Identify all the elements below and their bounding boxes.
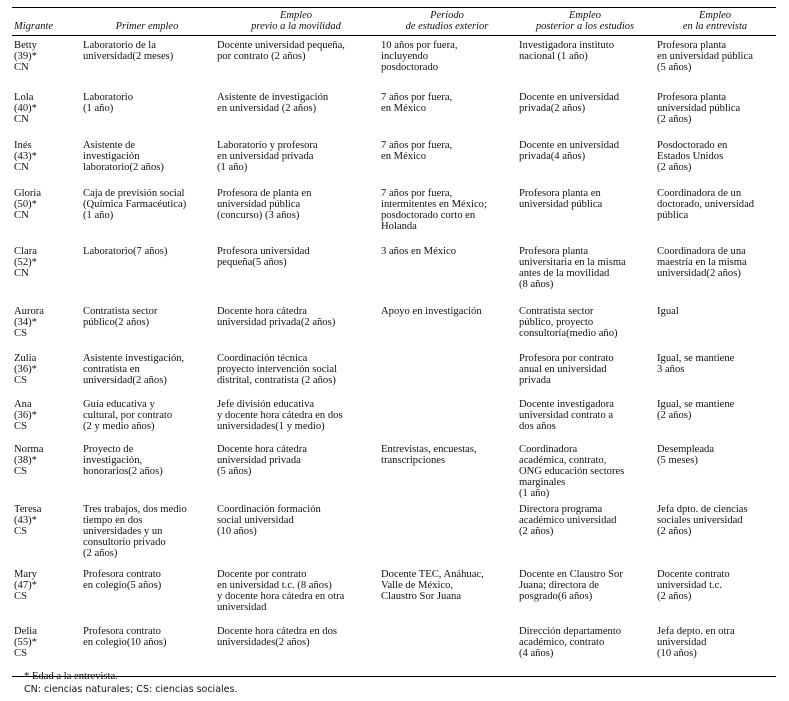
table-row bbox=[12, 504, 776, 569]
header-empleo-entrevista: Empleo en la entrevista bbox=[654, 8, 776, 36]
cell-primer-empleo: Asistente investigación, contratista en universidad(2 años) bbox=[83, 352, 185, 386]
header-primer-empleo: Primer empleo bbox=[80, 8, 214, 36]
table-row bbox=[12, 353, 776, 399]
cell-empleo-previo: Laboratorio y profesora en universidad privada (1 año) bbox=[217, 139, 318, 173]
cell-empleo-entrevista: Igual bbox=[657, 305, 679, 317]
cell-empleo-previo: Coordinación técnica proyecto intervención social distrital, contratista (2 años) bbox=[217, 352, 338, 386]
cell-empleo-previo: Profesora universidad pequeña(5 años) bbox=[217, 245, 310, 268]
cell-periodo-estudios bbox=[378, 353, 516, 399]
cell-empleo-entrevista: Docente contrato universidad t.c. (2 años) bbox=[657, 568, 730, 602]
table-row bbox=[12, 36, 776, 92]
employment-table bbox=[12, 7, 776, 677]
cell-empleo-posterior: Directora programa académico universidad (2 años) bbox=[519, 503, 617, 537]
cell-empleo-entrevista: Jefa depto. en otra universidad (10 años) bbox=[654, 626, 776, 677]
cell-empleo-entrevista: Jefa dpto. de ciencias sociales universidad (2 años) bbox=[657, 503, 748, 537]
cell-empleo-previo: Docente hora cátedra universidad privada(2 años) bbox=[217, 305, 336, 328]
table-row bbox=[12, 246, 776, 306]
table-header bbox=[12, 8, 776, 36]
cell-empleo-posterior: Docente en universidad privada(4 años) bbox=[519, 139, 620, 162]
cell-primer-empleo: Laboratorio (1 año) bbox=[83, 91, 134, 114]
cell-empleo-posterior: Investigadora instituto nacional (1 año) bbox=[519, 40, 615, 62]
cell-empleo-entrevista: Igual, se mantiene 3 años bbox=[657, 352, 735, 375]
header-periodo-estudios: Periodo de estudios exterior bbox=[378, 8, 516, 36]
cell-empleo-entrevista: Coordinadora de un doctorado, universidad pública bbox=[657, 187, 755, 221]
table-body bbox=[12, 36, 776, 677]
cell-empleo-entrevista: Profesora planta en universidad pública (5 años) bbox=[657, 40, 753, 73]
cell-periodo-estudios: Docente TEC, Anáhuac, Valle de México, Claustro Sor Juana bbox=[381, 568, 484, 602]
cell-empleo-entrevista: Igual, se mantiene (2 años) bbox=[657, 398, 735, 421]
table-row bbox=[12, 399, 776, 444]
cell-primer-empleo: Guía educativa y cultural, por contrato (2 y medio años) bbox=[83, 398, 173, 432]
cell-periodo-estudios: 3 años en México bbox=[381, 245, 457, 257]
cell-migrante: Norma (38)* CS bbox=[14, 443, 44, 477]
cell-empleo-entrevista: Desempleada (5 meses) bbox=[657, 443, 715, 466]
cell-empleo-posterior: Docente en Claustro Sor Juana; directora de posgrado(6 años) bbox=[519, 568, 623, 602]
table-notes bbox=[24, 671, 237, 696]
cell-migrante: Betty (39)* CN bbox=[14, 40, 37, 73]
table-container bbox=[12, 7, 776, 677]
cell-primer-empleo: Contratista sector público(2 años) bbox=[83, 305, 158, 328]
cell-migrante: Ana (36)* CS bbox=[14, 398, 37, 432]
cell-periodo-estudios: 10 años por fuera, incluyendo posdoctorado bbox=[381, 40, 458, 73]
cell-empleo-previo: Asistente de investigación en universidad (2 años) bbox=[217, 91, 329, 114]
cell-empleo-posterior: Dirección departamento académico, contrato (4 años) bbox=[516, 626, 654, 677]
cell-empleo-posterior: Docente en universidad privada(2 años) bbox=[519, 91, 620, 114]
header-empleo-previo: Empleo previo a la movilidad bbox=[214, 8, 378, 36]
table-row bbox=[12, 444, 776, 504]
cell-primer-empleo: Asistente de investigación laboratorio(2 años) bbox=[83, 139, 164, 173]
cell-empleo-posterior: Coordinadora académica, contrato, ONG educación sectores marginales (1 año) bbox=[519, 443, 625, 499]
note-abbreviations: CN: ciencias naturales; CS: ciencias sociales. bbox=[24, 683, 238, 695]
cell-empleo-entrevista: Coordinadora de una maestría en la misma universidad(2 años) bbox=[657, 245, 747, 279]
header-empleo-posterior: Empleo posterior a los estudios bbox=[516, 8, 654, 36]
cell-empleo-posterior: Contratista sector público, proyecto consultoría(medio año) bbox=[519, 305, 618, 339]
table-row bbox=[12, 92, 776, 140]
cell-empleo-posterior: Profesora planta universitaria en la misma antes de la movilidad (8 años) bbox=[519, 245, 626, 290]
cell-empleo-previo: Coordinación formación social universidad (10 años) bbox=[217, 503, 321, 537]
cell-periodo-estudios: 7 años por fuera, en México bbox=[381, 139, 453, 162]
cell-empleo-previo: Docente por contrato en universidad t.c. (8 años) y docente hora cátedra en otra universidad bbox=[217, 568, 345, 613]
cell-empleo-previo: Profesora de planta en universidad pública (concurso) (3 años) bbox=[217, 187, 312, 221]
cell-primer-empleo: Tres trabajos, dos medio tiempo en dos universidades y un consultorio privado (2 años) bbox=[83, 503, 187, 559]
cell-migrante: Mary (47)* CS bbox=[14, 568, 37, 602]
cell-empleo-previo: Jefe división educativa y docente hora cátedra en dos universidades(1 y medio) bbox=[217, 398, 343, 432]
cell-periodo-estudios: 7 años por fuera, intermitentes en México; posdoctorado corto en Holanda bbox=[381, 187, 487, 232]
cell-primer-empleo: Laboratorio(7 años) bbox=[83, 245, 168, 257]
table-row bbox=[12, 569, 776, 626]
note-age: * Edad a la entrevista. bbox=[24, 671, 118, 682]
cell-migrante: Delia (55)* CS bbox=[12, 626, 80, 677]
cell-periodo-estudios bbox=[378, 504, 516, 569]
cell-empleo-posterior: Profesora planta en universidad pública bbox=[519, 187, 603, 210]
cell-periodo-estudios bbox=[378, 626, 516, 677]
cell-primer-empleo: Laboratorio de la universidad(2 meses) bbox=[83, 40, 174, 62]
cell-migrante: Zulia (36)* CS bbox=[14, 352, 37, 386]
table-row bbox=[12, 306, 776, 353]
cell-migrante: Aurora (34)* CS bbox=[14, 305, 45, 339]
cell-periodo-estudios bbox=[378, 399, 516, 444]
cell-empleo-entrevista: Posdoctorado en Estados Unidos (2 años) bbox=[657, 139, 728, 173]
cell-primer-empleo: Profesora contrato en colegio(5 años) bbox=[83, 568, 162, 591]
cell-empleo-previo: Docente hora cátedra universidad privada (5 años) bbox=[217, 443, 307, 477]
table-row bbox=[12, 626, 776, 677]
cell-primer-empleo: Caja de previsión social (Química Farmacéutica) (1 año) bbox=[83, 187, 187, 221]
cell-periodo-estudios: 7 años por fuera, en México bbox=[381, 91, 453, 114]
cell-empleo-posterior: Profesora por contrato anual en universidad privada bbox=[519, 352, 614, 386]
table-row bbox=[12, 188, 776, 246]
table-row bbox=[12, 140, 776, 188]
cell-migrante: Lola (40)* CN bbox=[14, 91, 37, 125]
cell-empleo-previo: Docente hora cátedra en dos universidades(2 años) bbox=[214, 626, 378, 677]
cell-primer-empleo: Profesora contrato en colegio(10 años) bbox=[80, 626, 214, 677]
cell-migrante: Gloria (50)* CN bbox=[14, 187, 42, 221]
cell-migrante: Teresa (43)* CS bbox=[14, 503, 42, 537]
cell-periodo-estudios: Apoyo en investigación bbox=[381, 305, 482, 317]
header-migrante: Migrante bbox=[12, 8, 80, 36]
cell-empleo-entrevista: Profesora planta universidad pública (2 años) bbox=[657, 91, 741, 125]
cell-empleo-previo: Docente universidad pequeña, por contrato (2 años) bbox=[217, 40, 345, 62]
cell-migrante: Inés (43)* CN bbox=[14, 139, 37, 173]
cell-empleo-posterior: Docente investigadora universidad contrato a dos años bbox=[519, 398, 615, 432]
cell-periodo-estudios: Entrevistas, encuestas, transcripciones bbox=[381, 443, 477, 466]
cell-primer-empleo: Proyecto de investigación, honorarios(2 años) bbox=[83, 443, 163, 477]
cell-migrante: Clara (52)* CN bbox=[14, 245, 37, 279]
